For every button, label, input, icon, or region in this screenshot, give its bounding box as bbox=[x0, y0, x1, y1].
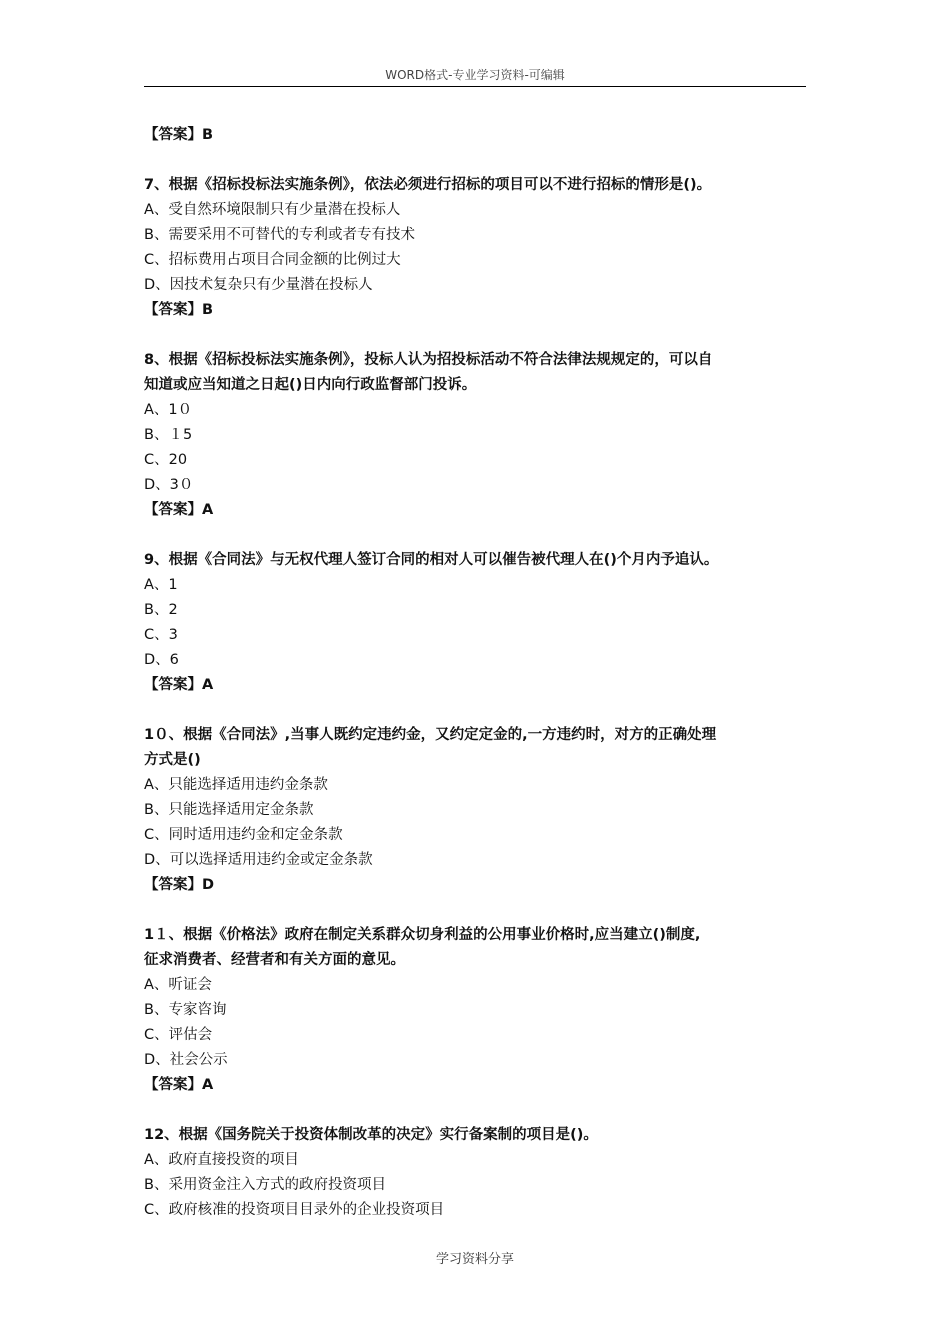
answer-option: B、采用资金注入方式的政府投资项目 bbox=[144, 1177, 386, 1193]
page-footer: 学习资料分享 bbox=[435, 1252, 514, 1267]
answer-option: D、因技术复杂只有少量潜在投标人 bbox=[144, 277, 373, 293]
question-block bbox=[144, 348, 814, 523]
page-header: WORD格式-专业学习资料-可编辑 bbox=[385, 68, 565, 82]
question-line: 8、根据《招标投标法实施条例》，投标人认为招投标活动不符合法律法规规定的，可以自 bbox=[144, 352, 713, 368]
question-list bbox=[144, 173, 814, 1223]
answer-option: B、１5 bbox=[144, 427, 193, 443]
answer-option: C、招标费用占项目合同金额的比例过大 bbox=[144, 252, 401, 268]
answer-option: C、政府核准的投资项目目录外的企业投资项目 bbox=[144, 1202, 445, 1218]
answer-line: 【答案】A bbox=[144, 677, 214, 693]
answer-option: C、3 bbox=[144, 627, 178, 643]
question-line: 1０、根据《合同法》,当事人既约定违约金，又约定定金的,一方违约时，对方的正确处理 bbox=[144, 727, 717, 743]
question-text bbox=[144, 348, 814, 398]
question-line: 知道或应当知道之日起()日内向行政监督部门投诉。 bbox=[144, 377, 477, 393]
question-block bbox=[144, 548, 814, 698]
question-block bbox=[144, 173, 814, 323]
question-block bbox=[144, 1123, 814, 1223]
question-text bbox=[144, 1123, 814, 1148]
answer-option: D、社会公示 bbox=[144, 1052, 228, 1068]
answer-option: A、只能选择适用违约金条款 bbox=[144, 777, 328, 793]
document-body bbox=[144, 123, 814, 1223]
question-line: 征求消费者、经营者和有关方面的意见。 bbox=[144, 952, 405, 968]
answer-line: 【答案】A bbox=[144, 1077, 214, 1093]
answer-option: A、受自然环境限制只有少量潜在投标人 bbox=[144, 202, 401, 218]
answer-option: B、专家咨询 bbox=[144, 1002, 227, 1018]
answer-option: D、6 bbox=[144, 652, 179, 668]
question-block bbox=[144, 923, 814, 1098]
answer-option: C、评估会 bbox=[144, 1027, 213, 1043]
answer-line: 【答案】B bbox=[144, 127, 214, 143]
answer-option: B、需要采用不可替代的专利或者专有技术 bbox=[144, 227, 415, 243]
answer-option: A、政府直接投资的项目 bbox=[144, 1152, 299, 1168]
question-text bbox=[144, 173, 814, 198]
answer-option: C、20 bbox=[144, 452, 188, 468]
question-text bbox=[144, 548, 814, 573]
question-text bbox=[144, 723, 814, 773]
answer-option: B、只能选择适用定金条款 bbox=[144, 802, 314, 818]
answer-option: A、1０ bbox=[144, 402, 193, 418]
answer-line: 【答案】D bbox=[144, 877, 215, 893]
answer-line: 【答案】B bbox=[144, 302, 214, 318]
question-line: 1１、根据《价格法》政府在制定关系群众切身利益的公用事业价格时,应当建立()制度, bbox=[144, 927, 701, 943]
question-line: 9、根据《合同法》与无权代理人签订合同的相对人可以催告被代理人在()个月内予追认。 bbox=[144, 552, 719, 568]
answer-option: B、2 bbox=[144, 602, 178, 618]
question-text bbox=[144, 923, 814, 973]
answer-line: 【答案】A bbox=[144, 502, 214, 518]
question-line: 7、根据《招标投标法实施条例》，依法必须进行招标的项目可以不进行招标的情形是()。 bbox=[144, 177, 712, 193]
question-line: 12、根据《国务院关于投资体制改革的决定》实行备案制的项目是()。 bbox=[144, 1127, 598, 1143]
question-line: 方式是() bbox=[144, 752, 201, 768]
answer-option: A、听证会 bbox=[144, 977, 212, 993]
question-block bbox=[144, 723, 814, 898]
header-divider bbox=[144, 86, 806, 87]
answer-option: D、3０ bbox=[144, 477, 194, 493]
answer-option: C、同时适用违约金和定金条款 bbox=[144, 827, 343, 843]
answer-option: A、1 bbox=[144, 577, 178, 593]
answer-option: D、可以选择适用违约金或定金条款 bbox=[144, 852, 373, 868]
